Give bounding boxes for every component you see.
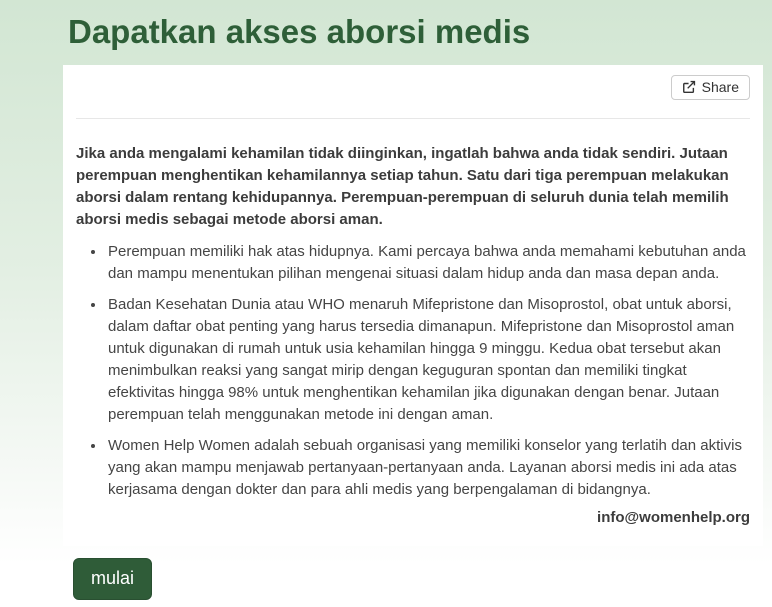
page-title: Dapatkan akses aborsi medis: [68, 13, 531, 50]
content-card: [63, 65, 763, 546]
info-bullet-list: [76, 241, 750, 501]
share-button[interactable]: [671, 75, 750, 100]
list-item: • Badan Kesehatan Dunia atau WHO menaruh Mifepristone dan Misoprostol, obat untuk aborsi, dalam daftar obat penting yang harus tersedia dimanapun. Mifepristone dan Misoprostol aman untuk digunakan di rumah untuk usia kehamilan hingga 9 minggu. Kedua obat tersebut akan menimbulkan reaksi yang sangat mirip dengan keguguran spontan dan memiliki tingkat efektivitas hingga 98% untuk menghentikan kehamilan jika digunakan dengan benar. Jutaan perempuan telah menggunakan metode ini dengan aman.: [106, 294, 750, 426]
contact-email: info@womenhelp.org: [597, 509, 750, 526]
intro-paragraph: Jika anda mengalami kehamilan tidak diinginkan, ingatlah bahwa anda tidak sendiri. Jutaan perempuan menghentikan kehamilannya setiap tahun. Satu dari tiga perempuan melakukan aborsi dalam rentang kehidupannya. Perempuan-perempuan di seluruh dunia telah memilih aborsi medis sebagai metode aborsi aman.: [76, 145, 729, 228]
list-item: • Women Help Women adalah sebuah organisasi yang memiliki konselor yang terlatih dan aktivis yang akan mampu menjawab pertanyaan-pertanyaan anda. Layanan aborsi medis ini ada atas kerjasama dengan dokter dan para ahli medis yang berpengalaman di bidangnya.: [106, 435, 750, 501]
share-icon: [682, 80, 696, 94]
list-item: • Perempuan memiliki hak atas hidupnya. Kami percaya bahwa anda memahami kebutuhan anda dan mampu menentukan pilihan mengenai situasi dalam hidup anda dan masa depan anda.: [106, 241, 750, 285]
card-body: [76, 119, 750, 546]
start-button[interactable]: mulai: [73, 558, 152, 600]
card-header: [76, 65, 750, 119]
share-button-label: Share: [701, 79, 739, 95]
